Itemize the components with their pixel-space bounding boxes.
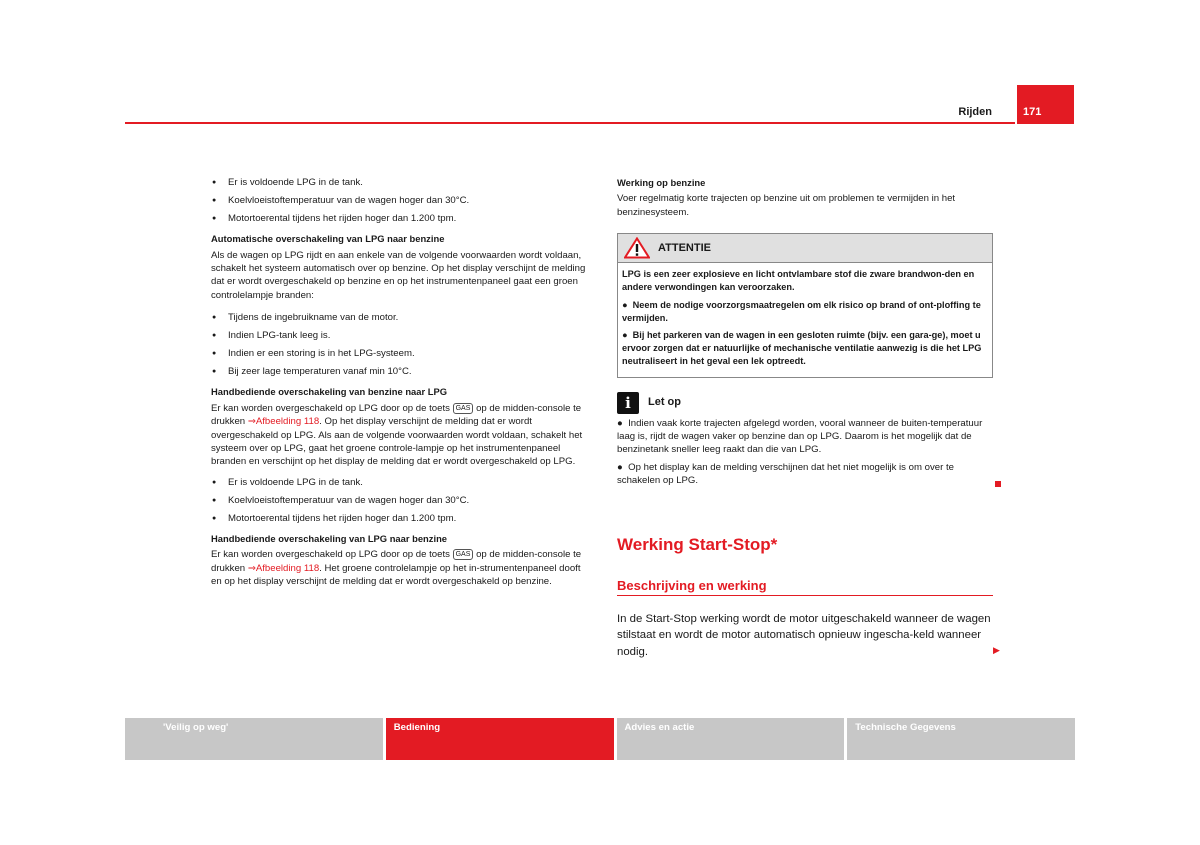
bullet-icon: ● [617, 461, 629, 473]
section-title: Werking Start-Stop* [617, 535, 778, 554]
warning-paragraph: LPG is een zeer explosieve en licht ontvlambare stof die zware brandwon-den en andere verwondingen kan veroorzaken. [622, 269, 975, 293]
note-header [617, 392, 993, 414]
manual-lpg-to-petrol-text [211, 548, 587, 588]
text-span: Op het display kan de melding verschijnen dat het niet mogelijk is om over te schakelen op LPG. [617, 461, 954, 487]
subsection-title: Beschrijving en werking [617, 578, 767, 593]
reference-arrow-icon: ⇒ [247, 416, 256, 428]
list-item: ● Er is voldoende LPG in de tank. [211, 176, 587, 189]
note-paragraph [617, 461, 993, 488]
auto-switch-heading: Automatische overschakeling van LPG naar benzine [211, 233, 445, 245]
list-item: ● Er is voldoende LPG in de tank. [211, 476, 587, 489]
petrol-text: Voer regelmatig korte trajecten op benzine uit om problemen te vermijden in het benzinesysteem. [617, 193, 956, 218]
gas-key-icon: GAS [453, 403, 474, 414]
auto-switch-text: Als de wagen op LPG rijdt en aan enkele van de volgende voorwaarden wordt voldaan, schakelt het systeem automatisch over op benzine. Op het display verschijnt de melding dat er wordt overgeschakeld op benzine en op het instrumentenpaneel gaat een groen controlelampje branden: [211, 249, 586, 301]
text-span: Er kan worden overgeschakeld op LPG door op de toets [211, 402, 450, 414]
conditions-list-2 [211, 311, 587, 378]
manual-petrol-to-lpg-heading: Handbediende overschakeling van benzine naar LPG [211, 386, 448, 398]
note-title: Let op [648, 395, 681, 408]
left-column [211, 176, 587, 598]
bullet-icon: ● [622, 330, 633, 341]
footer-tab-bediening[interactable]: Bediening [386, 718, 614, 760]
note-body [617, 417, 993, 488]
gas-key-icon: GAS [453, 549, 474, 560]
petrol-heading: Werking op benzine [617, 177, 706, 188]
footer-nav [125, 718, 1075, 760]
list-item: ● Bij zeer lage temperaturen vanaf min 10°C. [211, 365, 587, 378]
bullet-icon: ● [617, 417, 629, 429]
note-paragraph [617, 417, 993, 457]
figure-reference-link[interactable]: Afbeelding 118 [255, 416, 320, 428]
text-span: Indien vaak korte trajecten afgelegd worden, vooral wanneer de buiten-temperatuur laag is, rijdt de wagen vaker op benzine dan op LPG. Daarom is het mogelijk dat de benzinetank sneller leeg raakt dan die van LPG. [617, 417, 983, 456]
text-span: . Het groene controlelampje op het in-strumentenpaneel dooft en op het display verschijnt de melding dat er wordt overgeschakeld op benzine. [211, 562, 581, 588]
subsection-rule [617, 595, 993, 596]
bullet-icon: ● [622, 299, 633, 310]
list-item: ● Motortoerental tijdens het rijden hoger dan 1.200 tpm. [211, 512, 587, 525]
text-span: op de midden-console te drukken [211, 402, 582, 428]
continue-arrow-icon: ▶ [993, 645, 1000, 655]
page-number: 171 [1017, 85, 1074, 124]
header-rule [125, 122, 1015, 124]
warning-triangle-icon [624, 237, 650, 259]
manual-lpg-to-petrol-heading: Handbediende overschakeling van LPG naar benzine [211, 533, 448, 545]
list-item: ● Indien LPG-tank leeg is. [211, 329, 587, 342]
list-item: ● Indien er een storing is in het LPG-systeem. [211, 347, 587, 360]
footer-tab-technische-gegevens[interactable]: Technische Gegevens [847, 718, 1075, 760]
start-stop-intro: In de Start-Stop werking wordt de motor uitgeschakeld wanneer de wagen stilstaat en wordt de motor automatisch opnieuw ingescha-keld wanneer nodig. [617, 613, 991, 658]
warning-paragraph [622, 299, 986, 325]
warning-box [617, 233, 993, 377]
footer-tab-veilig-op-weg[interactable]: 'Veilig op weg' [125, 718, 383, 760]
info-icon: i [617, 392, 639, 414]
list-item: ● Motortoerental tijdens het rijden hoger dan 1.200 tpm. [211, 212, 587, 225]
right-column [617, 176, 993, 492]
conditions-list-1 [211, 176, 587, 225]
list-item: ● Tijdens de ingebruikname van de motor. [211, 311, 587, 324]
text-span: Neem de nodige voorzorgsmaatregelen om elk risico op brand of ont-ploffing te vermijden. [622, 299, 981, 323]
list-item: ● Koelvloeistoftemperatuur van de wagen hoger dan 30°C. [211, 494, 587, 507]
figure-reference-link[interactable]: Afbeelding 118 [255, 562, 320, 574]
footer-tab-advies-en-actie[interactable]: Advies en actie [617, 718, 845, 760]
text-span: . Op het display verschijnt de melding dat er wordt overgeschakeld op LPG. Als aan de volgende voorwaarden wordt voldaan, schakelt het systeem over op LPG, gaat het groene controle-lampje op het instrumentenpaneel branden en verschijnt op het display de melding dat er wordt overgeschakeld op LPG. [211, 416, 583, 468]
warning-paragraph [622, 329, 986, 369]
text-span: Bij het parkeren van de wagen in een gesloten ruimte (bijv. een gara-ge), moet u ervoor zorgen dat er natuurlijke of mechanische ventilatie aanwezig is die het LPG neutraliseert in het geval een lek optreedt. [622, 330, 982, 367]
manual-petrol-to-lpg-text [211, 402, 587, 469]
reference-arrow-icon: ⇒ [247, 562, 256, 574]
warning-title: ATTENTIE [658, 241, 711, 254]
conditions-list-3 [211, 476, 587, 525]
list-item: ● Koelvloeistoftemperatuur van de wagen hoger dan 30°C. [211, 194, 587, 207]
section-end-marker-icon [995, 481, 1001, 487]
warning-body [618, 263, 992, 376]
text-span: Er kan worden overgeschakeld op LPG door op de toets [211, 549, 450, 561]
section-name: Rijden [958, 106, 992, 118]
warning-header [618, 234, 992, 263]
text-span: op de midden-console te drukken [211, 549, 582, 574]
